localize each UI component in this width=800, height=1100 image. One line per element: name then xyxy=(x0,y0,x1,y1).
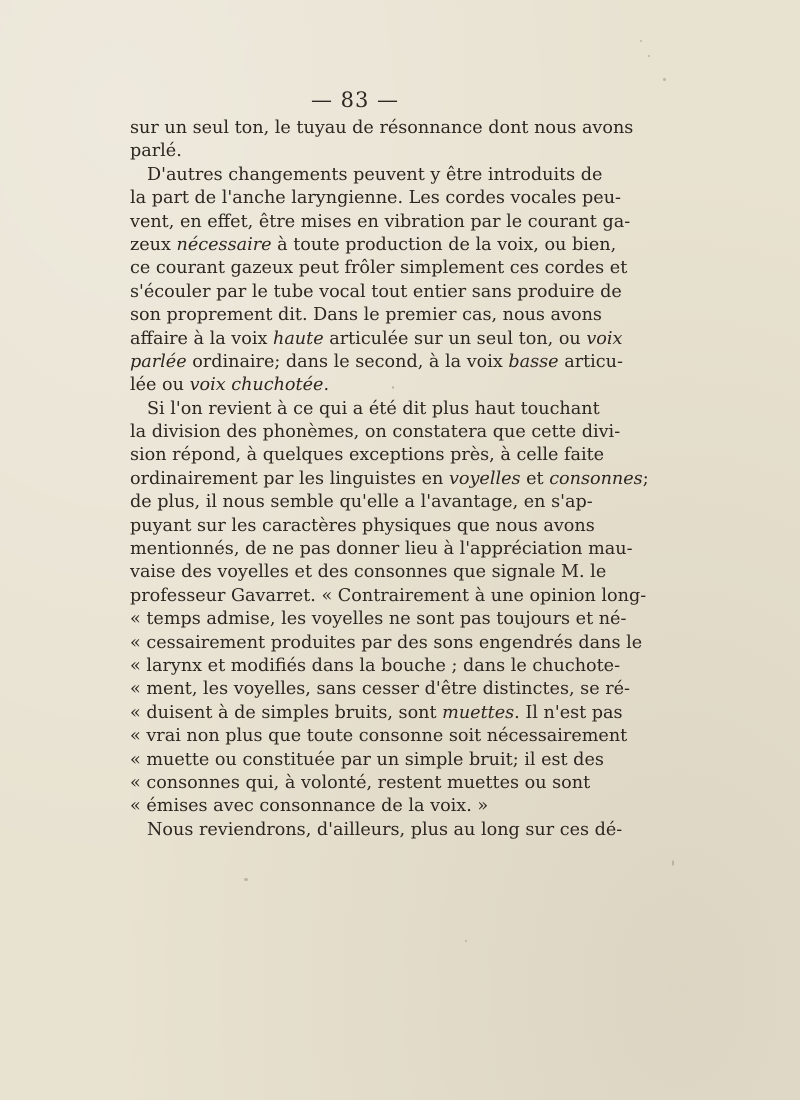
quote-line: « muette ou constituée par un simple bruit; il est des xyxy=(130,749,604,770)
quote-line: « ment, les voyelles, sans cesser d'être distinctes, se ré- xyxy=(130,679,630,700)
quote-line: « vrai non plus que toute consonne soit nécessairement xyxy=(130,726,628,747)
text-line: la part de l'anche laryngienne. Les cordes vocales peu- xyxy=(130,188,621,209)
quote-line: « temps admise, les voyelles ne sont pas toujours et né- xyxy=(130,609,627,630)
italic-term: voix chuchotée xyxy=(189,375,324,396)
paper-speck xyxy=(465,940,467,942)
text-line: de plus, il nous semble qu'elle a l'avantage, en s'ap- xyxy=(130,492,593,513)
quote-line: « duisent à de simples bruits, sont muettes. Il n'est pas xyxy=(130,702,623,723)
body-text xyxy=(130,117,649,842)
text-line: lée ou voix chuchotée. xyxy=(130,375,330,396)
italic-term: parlée xyxy=(130,351,187,372)
italic-term: basse xyxy=(508,351,559,372)
quote-line: « larynx et modifiés dans la bouche ; dans le chuchote- xyxy=(130,655,621,676)
quote-line: « émises avec consonnance de la voix. » xyxy=(130,796,489,817)
paper-speck xyxy=(640,40,642,42)
text-line: affaire à la voix haute articulée sur un seul ton, ou voix xyxy=(130,328,623,349)
quote-line: « cessairement produites par des sons engendrés dans le xyxy=(130,632,643,653)
paper-speck xyxy=(392,386,394,389)
italic-term: nécessaire xyxy=(176,234,272,255)
text-line: puyant sur les caractères physiques que nous avons xyxy=(130,515,595,536)
text-line: sion répond, à quelques exceptions près, à celle faite xyxy=(130,445,605,466)
text-line: parlé. xyxy=(130,141,182,162)
text-line: parlée ordinaire; dans le second, à la voix basse articu- xyxy=(130,351,623,372)
paragraph-start-line: Nous reviendrons, d'ailleurs, plus au long sur ces dé- xyxy=(147,819,623,840)
paragraph-start-line: Si l'on revient à ce qui a été dit plus haut touchant xyxy=(147,398,600,419)
paragraph-start-line: D'autres changements peuvent y être introduits de xyxy=(147,164,603,185)
italic-term: voix xyxy=(586,328,623,349)
paper-speck xyxy=(672,860,674,866)
text-line: vent, en effet, être mises en vibration par le courant ga- xyxy=(130,211,631,232)
italic-term: consonnes xyxy=(549,468,643,489)
italic-term: haute xyxy=(272,328,324,349)
paper-speck xyxy=(648,55,650,57)
text-line: s'écouler par le tube vocal tout entier sans produire de xyxy=(130,281,622,302)
text-line: sur un seul ton, le tuyau de résonnance dont nous avons xyxy=(130,118,634,138)
page-number: — 83 — xyxy=(310,88,400,112)
text-line: professeur Gavarret. « Contrairement à une opinion long- xyxy=(130,585,647,606)
text-line: mentionnés, de ne pas donner lieu à l'appréciation mau- xyxy=(130,539,633,560)
text-line: la division des phonèmes, on constatera que cette divi- xyxy=(130,422,621,443)
text-line: vaise des voyelles et des consonnes que signale M. le xyxy=(130,562,607,583)
text-line: son proprement dit. Dans le premier cas, nous avons xyxy=(130,305,602,326)
italic-term: muettes xyxy=(442,702,515,723)
paper-speck xyxy=(244,878,248,881)
paper-speck xyxy=(663,78,666,81)
italic-term: voyelles xyxy=(448,468,521,489)
text-line: ordinairement par les linguistes en voyelles et consonnes; xyxy=(130,468,649,489)
text-line: zeux nécessaire à toute production de la voix, ou bien, xyxy=(130,234,617,255)
text-line: ce courant gazeux peut frôler simplement ces cordes et xyxy=(130,258,628,279)
quote-line: « consonnes qui, à volonté, restent muettes ou sont xyxy=(130,772,591,793)
